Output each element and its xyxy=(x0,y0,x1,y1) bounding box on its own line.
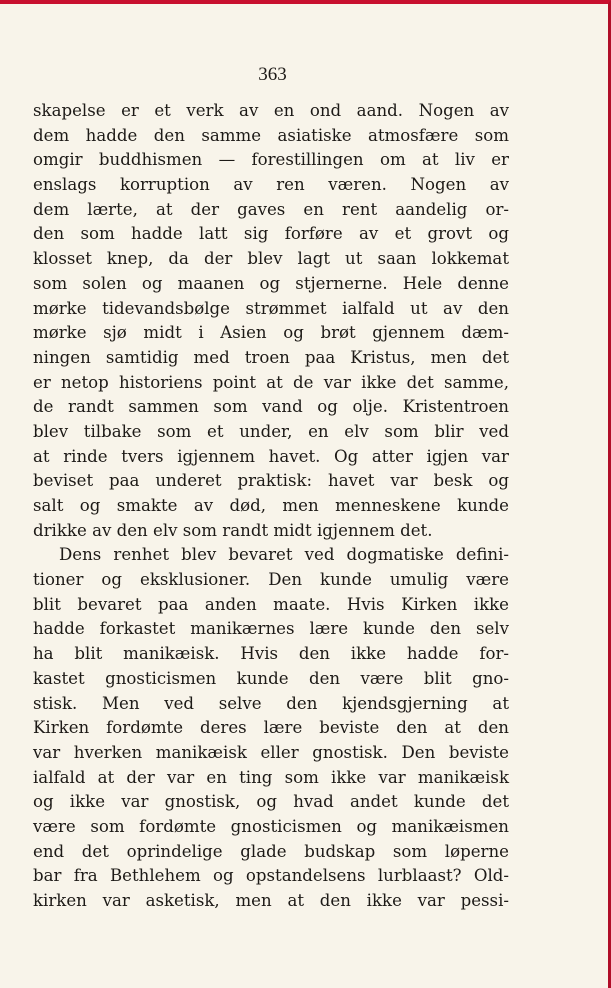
text-line: kastet gnosticismen kunde den være blit gno- xyxy=(33,668,509,688)
text-line: salt og smakte av død, men menneskene kunde xyxy=(33,496,509,515)
text-line: mørke sjø midt i Asien og brøt gjennem dæm- xyxy=(33,323,509,343)
text-line: og ikke var gnostisk, og hvad andet kunde det xyxy=(33,792,509,812)
text-line: være som fordømte gnosticismen og manikæismen xyxy=(33,816,509,836)
text-line: ningen samtidig med troen paa Kristus, men det xyxy=(33,347,509,367)
text-line: blev tilbake som et under, en elv som blir ved xyxy=(33,421,509,441)
text-line: ha blit manikæisk. Hvis den ikke hadde for- xyxy=(33,644,509,664)
text-line: stisk. Men ved selve den kjendsgjerning at xyxy=(33,693,509,713)
text-line: tioner og eksklusioner. Den kunde umulig være xyxy=(33,570,509,590)
text-line: Dens renhet blev bevaret ved dogmatiske defini- xyxy=(59,545,509,565)
text-line: enslags korruption av ren væren. Nogen av xyxy=(33,175,509,195)
text-line: skapelse er et verk av en ond aand. Nogen av xyxy=(33,101,509,120)
text-line: som solen og maanen og stjernerne. Hele denne xyxy=(33,273,509,293)
text-line: blit bevaret paa anden maate. Hvis Kirken ikke xyxy=(33,594,509,614)
text-line: bar fra Bethlehem og opstandelsens lurblaast? Old- xyxy=(33,866,509,886)
text-line: ialfald at der var en ting som ikke var manikæisk xyxy=(33,767,509,787)
text-line: klosset knep, da der blev lagt ut saan lokkemat xyxy=(33,249,509,269)
page-number: 363 xyxy=(258,64,287,85)
text-line: at rinde tvers igjennem havet. Og atter igjen var xyxy=(33,446,509,466)
text-line: de randt sammen som vand og olje. Kristentroen xyxy=(33,397,509,417)
text-line: Kirken fordømte deres lære beviste den at den xyxy=(33,718,509,738)
text-line: dem hadde den samme asiatiske atmosfære som xyxy=(33,125,509,145)
body-text xyxy=(33,99,509,914)
text-line: kirken var asketisk, men at den ikke var pessi- xyxy=(33,891,509,910)
text-line: beviset paa underet praktisk: havet var besk og xyxy=(33,471,509,491)
text-line: end det oprindelige glade budskap som løperne xyxy=(33,841,509,861)
text-line: dem lærte, at der gaves en rent aandelig or- xyxy=(33,199,509,219)
text-line: drikke av den elv som randt midt igjennem det. xyxy=(33,520,433,540)
text-line: mørke tidevandsbølge strømmet ialfald ut av den xyxy=(33,298,509,318)
text-line: er netop historiens point at de var ikke det samme, xyxy=(33,372,509,392)
text-line: den som hadde latt sig forføre av et grovt og xyxy=(33,224,509,244)
text-line: omgir buddhismen — forestillingen om at liv er xyxy=(33,150,509,170)
text-line: var hverken manikæisk eller gnostisk. Den beviste xyxy=(33,742,509,762)
text-line: hadde forkastet manikærnes lære kunde den selv xyxy=(33,619,509,639)
